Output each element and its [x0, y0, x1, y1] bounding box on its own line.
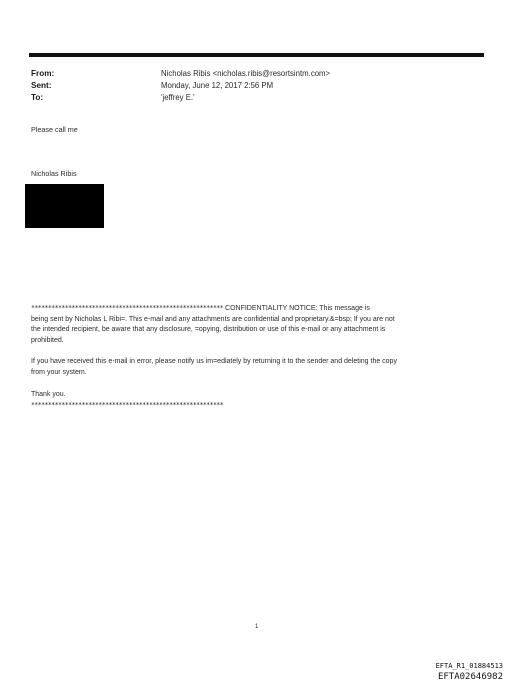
to-label: To: [31, 93, 44, 102]
notice-line-4: prohibited. [31, 336, 64, 344]
notice-para2-line-2: from your system. [31, 368, 87, 376]
notice-line-2: being sent by Nicholas L Ribi=. This e-mail and any attachments are confidential and proprietary.&=bsp; If you are not [31, 315, 395, 323]
notice-para2-line-1: If you have received this e-mail in error, please notify us im=ediately by returning it to the sender and deleting the copy [31, 358, 397, 366]
stars-open: ********************************************************* [31, 304, 224, 312]
redaction-block [25, 184, 104, 228]
sent-label: Sent: [31, 81, 52, 90]
from-value: Nicholas Ribis <nicholas.ribis@resortsintm.com> [161, 69, 331, 78]
notice-line-1 [31, 303, 483, 315]
sent-value: Monday, June 12, 2017 2:56 PM [161, 81, 274, 90]
notice-line-3: the intended recipient, be aware that any disclosure, =opying, distribution or use of this e-mail or any attachment is [31, 326, 386, 334]
notice-thanks: Thank you. [31, 390, 66, 398]
header-rule [29, 53, 484, 57]
signature-name: Nicholas Ribis [31, 169, 77, 178]
bates-number-1: EFTA_R1_01884513 [435, 662, 503, 670]
from-label: From: [31, 69, 55, 78]
confidentiality-notice [31, 303, 483, 411]
notice-heading: CONFIDENTIALITY NOTICE: This message is [223, 305, 370, 312]
page-number: 1 [255, 624, 259, 630]
to-value: 'jeffrey E.' [161, 93, 195, 102]
stars-close: ********************************************************* [31, 401, 224, 410]
message-body: Please call me [31, 125, 78, 134]
bates-number-2: EFTA02646982 [437, 672, 503, 682]
